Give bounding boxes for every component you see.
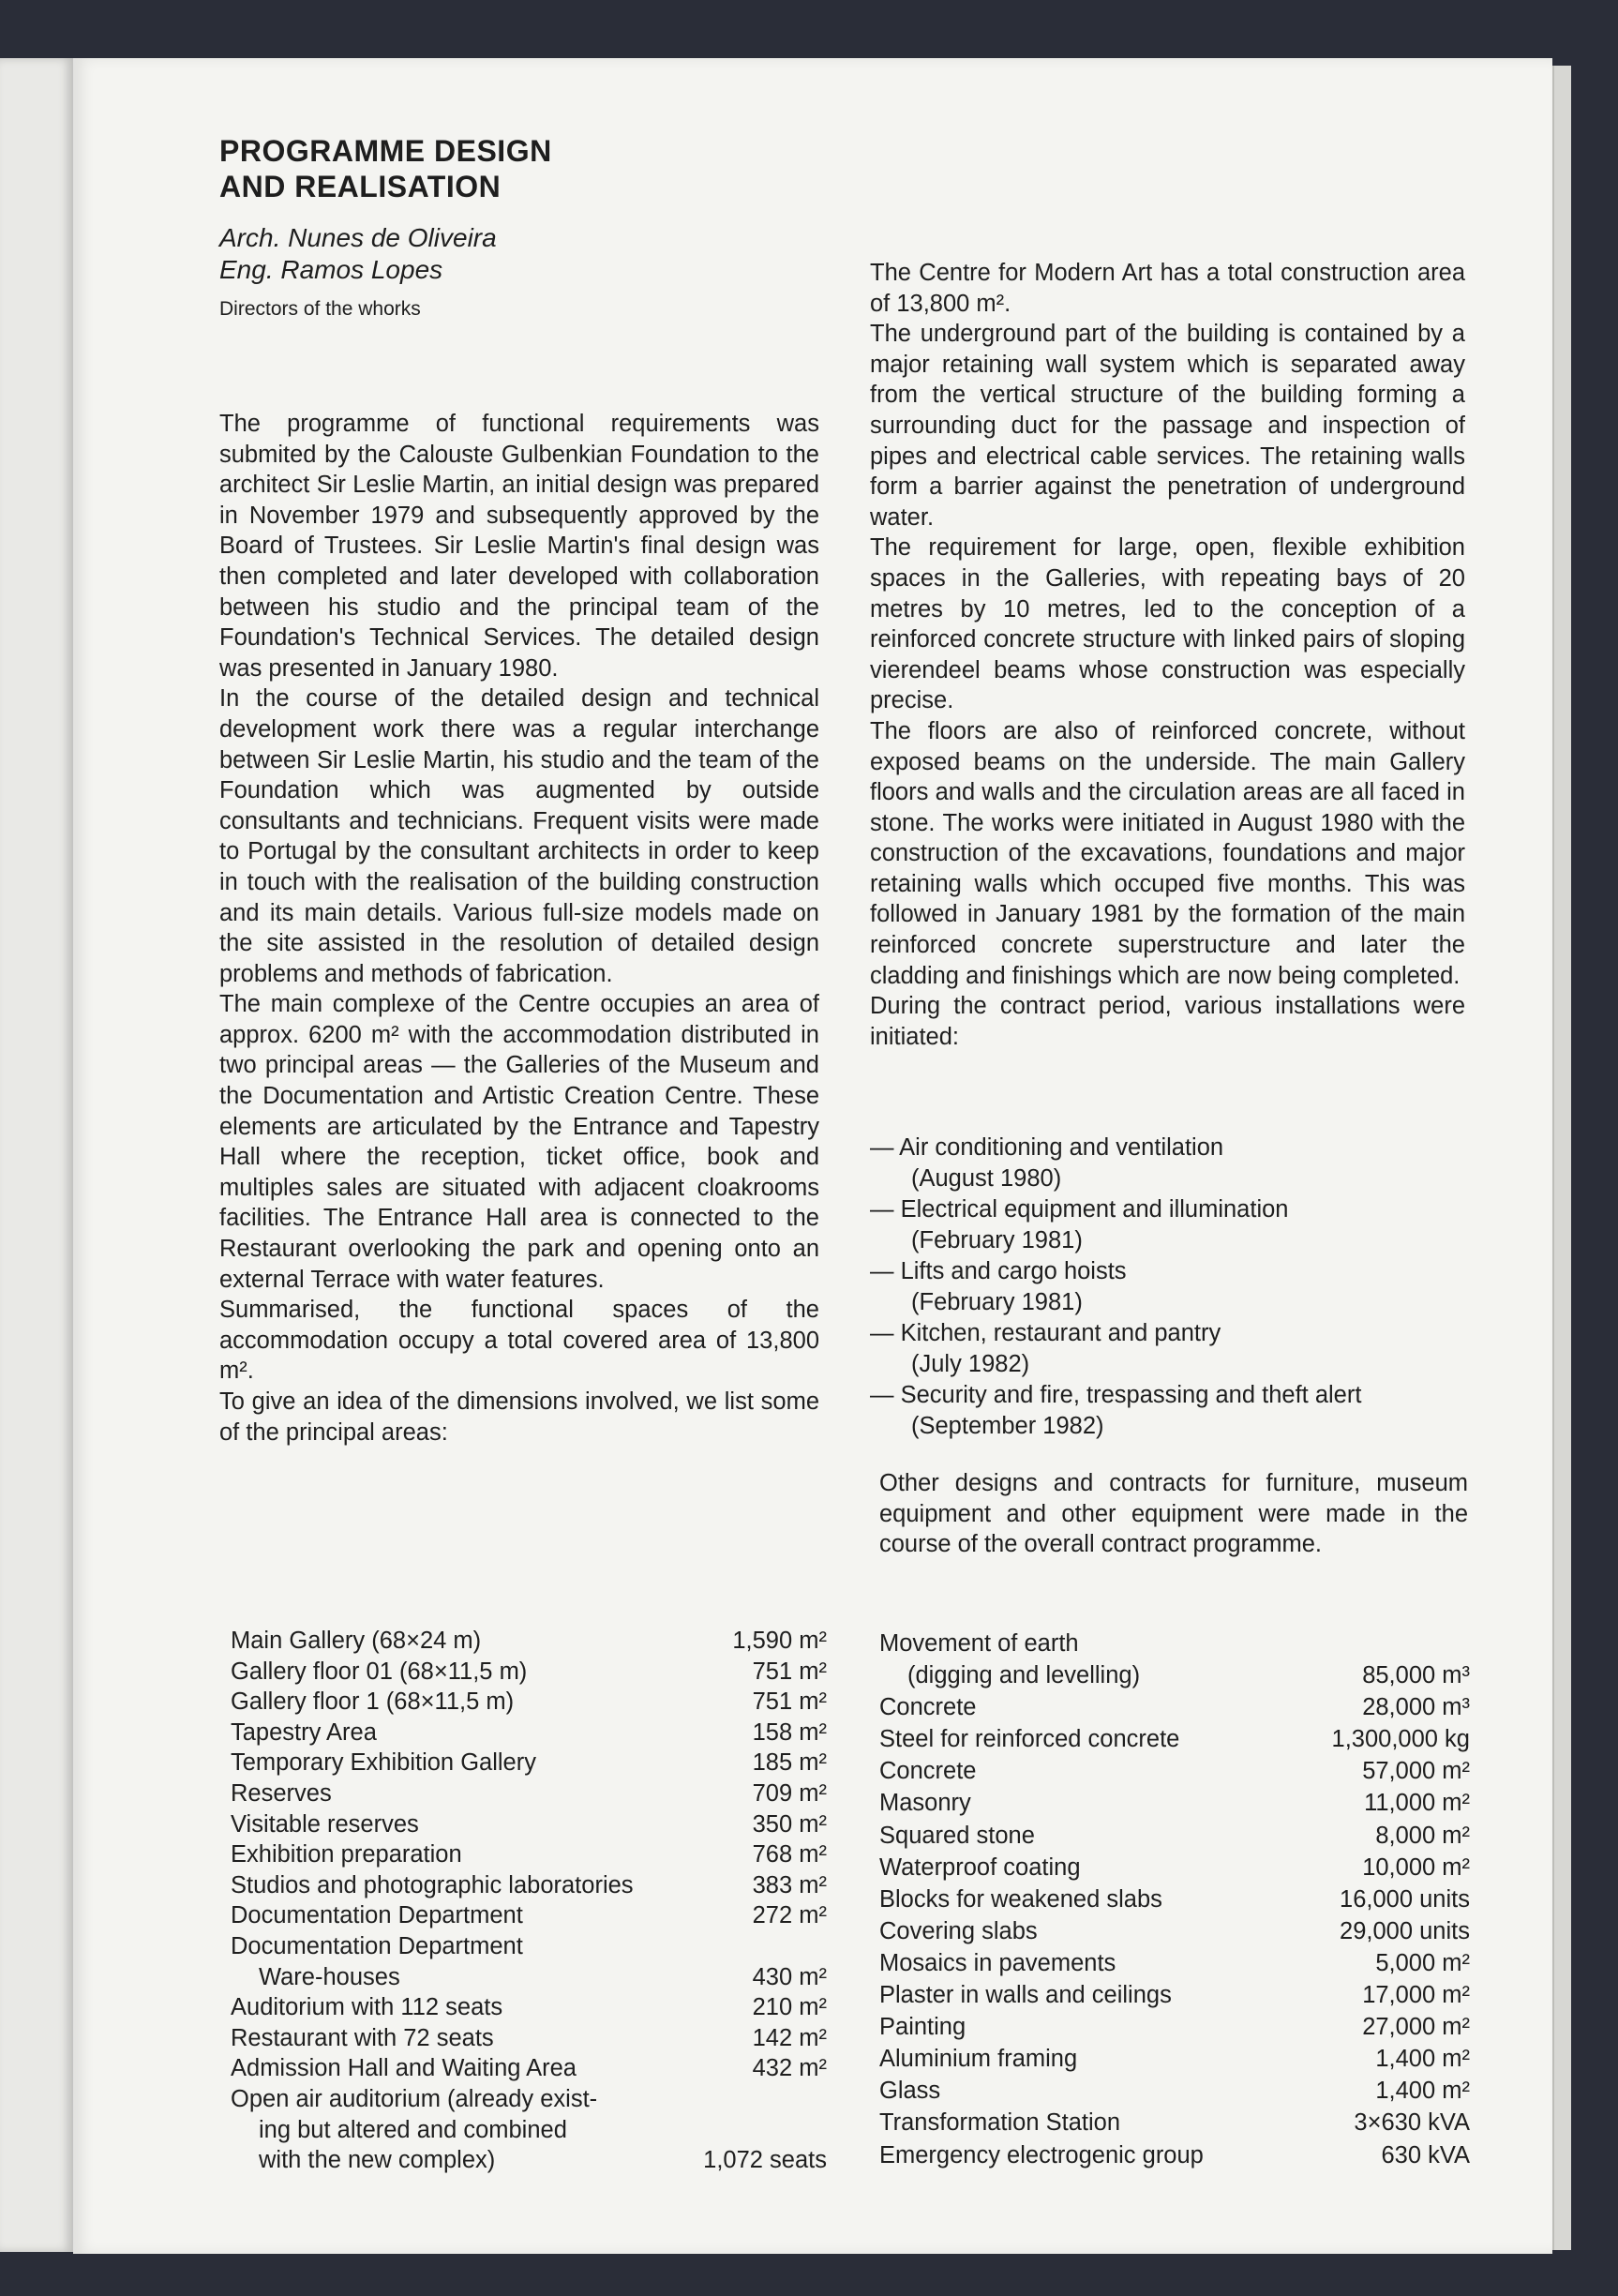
row-value: 1,400 m² bbox=[1375, 2046, 1470, 2073]
list-item bbox=[870, 1256, 1470, 1318]
table-row bbox=[231, 1778, 827, 1809]
row-value: 57,000 m² bbox=[1362, 1758, 1470, 1785]
row-label: Transformation Station bbox=[879, 2109, 1121, 2137]
row-label: Steel for reinforced concrete bbox=[879, 1726, 1180, 1753]
row-label: Admission Hall and Waiting Area bbox=[231, 2055, 577, 2082]
row-value: 1,072 seats bbox=[703, 2147, 827, 2174]
paragraph: During the contract period, various installations were initiated: bbox=[870, 993, 1465, 1050]
other-contracts-paragraph: Other designs and contracts for furniture, museum equipment and other equipment were made in the course of the overall contract programme. bbox=[879, 1470, 1468, 1558]
table-row bbox=[231, 2145, 827, 2176]
paragraph: The Centre for Modern Art has a total construction area of 13,800 m². bbox=[870, 260, 1465, 317]
paragraph: The floors are also of reinforced concrete, without exposed beams on the underside. The main Gallery floors and walls and the circulation areas are all faced in stone. The works were initiated in August 1980 with the construction of the excavations, foundations and major retaining walls which occuped five months. This was followed in January 1981 by the formation of the main reinforced concrete superstructure and later the cladding and finishings which are now being completed. bbox=[870, 717, 1465, 989]
row-label: Restaurant with 72 seats bbox=[231, 2024, 494, 2051]
row-label: with the new complex) bbox=[259, 2147, 496, 2174]
table-row bbox=[879, 1691, 1470, 1723]
item-date: (February 1981) bbox=[911, 1289, 1083, 1315]
table-row bbox=[231, 1992, 827, 2023]
row-value: 158 m² bbox=[752, 1718, 827, 1746]
table-row bbox=[231, 1687, 827, 1718]
author-1: Arch. Nunes de Oliveira bbox=[219, 223, 497, 252]
table-row bbox=[879, 1659, 1470, 1691]
row-value: 142 m² bbox=[752, 2024, 827, 2051]
row-value: 751 m² bbox=[752, 1688, 827, 1716]
row-value: 751 m² bbox=[752, 1658, 827, 1685]
row-label: Emergency electrogenic group bbox=[879, 2141, 1204, 2168]
installations-list bbox=[870, 1133, 1470, 1442]
row-label: Waterproof coating bbox=[879, 1853, 1081, 1881]
row-label: Temporary Exhibition Gallery bbox=[231, 1749, 536, 1777]
row-value: 1,300,000 kg bbox=[1331, 1726, 1470, 1753]
materials-quantities-table bbox=[879, 1628, 1470, 2171]
row-label: Auditorium with 112 seats bbox=[231, 1994, 503, 2021]
table-row bbox=[231, 1931, 827, 1962]
row-label: Gallery floor 1 (68×11,5 m) bbox=[231, 1688, 515, 1716]
paragraph: The requirement for large, open, flexible exhibition spaces in the Galleries, with repeating bays of 20 metres by 10 metres, led to the conception of a reinforced concrete structure with linked pairs of sloping vierendeel beams whose construction was especially precise. bbox=[870, 534, 1465, 714]
row-value: 185 m² bbox=[752, 1749, 827, 1777]
table-row bbox=[231, 2053, 827, 2084]
row-value: 709 m² bbox=[752, 1779, 827, 1807]
table-row bbox=[231, 1626, 827, 1657]
row-value: 1,590 m² bbox=[732, 1628, 827, 1654]
page-stack-edge bbox=[1552, 66, 1571, 2250]
left-column-text bbox=[219, 409, 819, 1448]
table-row bbox=[879, 1947, 1470, 1979]
table-row bbox=[879, 1787, 1470, 1819]
table-row bbox=[879, 1755, 1470, 1787]
item-date: (August 1980) bbox=[911, 1165, 1062, 1192]
row-label: Squared stone bbox=[879, 1822, 1035, 1849]
row-value: 5,000 m² bbox=[1375, 1949, 1470, 1976]
item-text: — Electrical equipment and illumination bbox=[870, 1196, 1289, 1223]
table-row bbox=[231, 1870, 827, 1901]
row-label: Documentation Department bbox=[231, 1902, 523, 1929]
row-label: Tapestry Area bbox=[231, 1718, 377, 1746]
list-item bbox=[870, 1318, 1470, 1380]
row-value: 16,000 units bbox=[1340, 1885, 1470, 1913]
row-value: 85,000 m³ bbox=[1362, 1662, 1470, 1689]
row-label: Mosaics in pavements bbox=[879, 1949, 1116, 1976]
table-row bbox=[231, 2023, 827, 2054]
paragraph: To give an idea of the dimensions involved, we list some of the principal areas: bbox=[219, 1388, 819, 1446]
row-value: 768 m² bbox=[752, 1841, 827, 1868]
row-value: 350 m² bbox=[752, 1810, 827, 1838]
right-column-text bbox=[870, 258, 1465, 1052]
row-label: Ware-houses bbox=[259, 1963, 400, 1990]
item-text: — Security and fire, trespassing and theft alert bbox=[870, 1382, 1362, 1408]
row-value: 432 m² bbox=[752, 2055, 827, 2082]
row-label: Glass bbox=[879, 2078, 941, 2105]
row-label: Blocks for weakened slabs bbox=[879, 1885, 1162, 1913]
row-value: 1,400 m² bbox=[1375, 2078, 1470, 2105]
row-label: Main Gallery (68×24 m) bbox=[231, 1628, 482, 1654]
row-label: Aluminium framing bbox=[879, 2046, 1078, 2073]
table-row bbox=[879, 1979, 1470, 2011]
table-row bbox=[231, 1809, 827, 1840]
table-row bbox=[879, 1628, 1470, 1659]
table-row bbox=[231, 1657, 827, 1688]
author-2: Eng. Ramos Lopes bbox=[219, 255, 443, 284]
table-row bbox=[879, 1820, 1470, 1852]
table-row bbox=[231, 2084, 827, 2115]
table-row bbox=[879, 2011, 1470, 2043]
row-value: 29,000 units bbox=[1340, 1917, 1470, 1944]
row-value: 17,000 m² bbox=[1362, 1982, 1470, 2009]
row-label: Reserves bbox=[231, 1779, 332, 1807]
row-label: Painting bbox=[879, 2014, 966, 2041]
paragraph: Summarised, the functional spaces of the accommodation occupy a total covered area of 13,800 m². bbox=[219, 1297, 819, 1385]
item-text: — Kitchen, restaurant and pantry bbox=[870, 1320, 1221, 1346]
table-row bbox=[879, 2107, 1470, 2138]
table-row bbox=[231, 1748, 827, 1778]
row-value: 630 kVA bbox=[1381, 2141, 1470, 2168]
row-label: Masonry bbox=[879, 1790, 971, 1817]
table-row bbox=[231, 2115, 827, 2146]
item-date: (February 1981) bbox=[911, 1227, 1083, 1253]
paragraph: The underground part of the building is contained by a major retaining wall system which is separated away from the vertical structure of the building forming a surrounding duct for the passage and inspection of pipes and electrical cable services. The retaining walls form a barrier against the penetration of underground water. bbox=[870, 321, 1465, 531]
row-label: Open air auditorium (already exist- bbox=[231, 2085, 598, 2112]
row-label: Concrete bbox=[879, 1758, 977, 1785]
row-value: 10,000 m² bbox=[1362, 1853, 1470, 1881]
row-label: Gallery floor 01 (68×11,5 m) bbox=[231, 1658, 528, 1685]
row-value: 430 m² bbox=[752, 1963, 827, 1990]
row-label: Visitable reserves bbox=[231, 1810, 419, 1838]
table-row bbox=[231, 1962, 827, 1993]
paragraph: In the course of the detailed design and technical development work there was a regular interchange between Sir Leslie Martin, his studio and the team of the Foundation which was augmented by outside consultants and technicians. Frequent visits were made to Portugal by the consultant architects in order to keep in touch with the realisation of the building construction and its main details. Various full-size models made on the site assisted in the resolution of detailed design problems and methods of fabrication. bbox=[219, 685, 819, 987]
list-item bbox=[870, 1380, 1470, 1442]
row-value: 11,000 m² bbox=[1364, 1790, 1470, 1817]
table-row bbox=[879, 1883, 1470, 1915]
principal-areas-table bbox=[231, 1626, 827, 2176]
row-value: 27,000 m² bbox=[1362, 2014, 1470, 2041]
title-line-1: PROGRAMME DESIGN bbox=[219, 134, 552, 168]
item-date: (September 1982) bbox=[911, 1413, 1104, 1439]
table-row bbox=[879, 1915, 1470, 1947]
directors-caption: Directors of the whorks bbox=[219, 298, 421, 320]
row-label: Concrete bbox=[879, 1694, 977, 1721]
facing-page-edge bbox=[0, 58, 73, 2252]
list-item bbox=[870, 1194, 1470, 1256]
table-row bbox=[879, 1852, 1470, 1883]
table-row bbox=[879, 2075, 1470, 2107]
list-item bbox=[870, 1133, 1470, 1194]
row-value: 8,000 m² bbox=[1375, 1822, 1470, 1849]
table-row bbox=[231, 1839, 827, 1870]
row-label: Documentation Department bbox=[231, 1932, 523, 1959]
page-title bbox=[219, 133, 744, 204]
table-row bbox=[879, 2139, 1470, 2171]
row-value: 272 m² bbox=[752, 1902, 827, 1929]
title-line-2: AND REALISATION bbox=[219, 170, 502, 203]
table-row bbox=[879, 1723, 1470, 1755]
row-label: ing but altered and combined bbox=[259, 2116, 567, 2143]
paragraph: The main complexe of the Centre occupies an area of approx. 6200 m² with the accommodation distributed in two principal areas — the Galleries of the Museum and the Documentation and Artistic Creation Centre. These elements are articulated by the Entrance and Tapestry Hall where the reception, ticket office, book and multiples sales are situated with adjacent cloakrooms facilities. The Entrance Hall area is connected to the Restaurant overlooking the park and opening onto an external Terrace with water features. bbox=[219, 991, 819, 1293]
row-value: 383 m² bbox=[752, 1871, 827, 1898]
row-label: Exhibition preparation bbox=[231, 1841, 462, 1868]
paragraph: The programme of functional requirements was submited by the Calouste Gulbenkian Foundation to the architect Sir Leslie Martin, an initial design was prepared in November 1979 and subsequently approved by the Board of Trustees. Sir Leslie Martin's final design was then completed and later developed with collaboration between his studio and the principal team of the Foundation's Technical Services. The detailed design was presented in January 1980. bbox=[219, 411, 819, 682]
table-row bbox=[231, 1900, 827, 1931]
item-text: — Lifts and cargo hoists bbox=[870, 1258, 1127, 1284]
row-label: Covering slabs bbox=[879, 1917, 1038, 1944]
row-value: 3×630 kVA bbox=[1354, 2109, 1470, 2137]
item-date: (July 1982) bbox=[911, 1351, 1030, 1377]
table-row bbox=[879, 2043, 1470, 2075]
row-label: Movement of earth bbox=[879, 1630, 1079, 1657]
row-label: Plaster in walls and ceilings bbox=[879, 1982, 1172, 2009]
row-value: 210 m² bbox=[752, 1994, 827, 2021]
row-label: Studios and photographic laboratories bbox=[231, 1871, 634, 1898]
row-value: 28,000 m³ bbox=[1362, 1694, 1470, 1721]
row-label: (digging and levelling) bbox=[907, 1662, 1141, 1689]
table-row bbox=[231, 1718, 827, 1748]
item-text: — Air conditioning and ventilation bbox=[870, 1134, 1224, 1161]
